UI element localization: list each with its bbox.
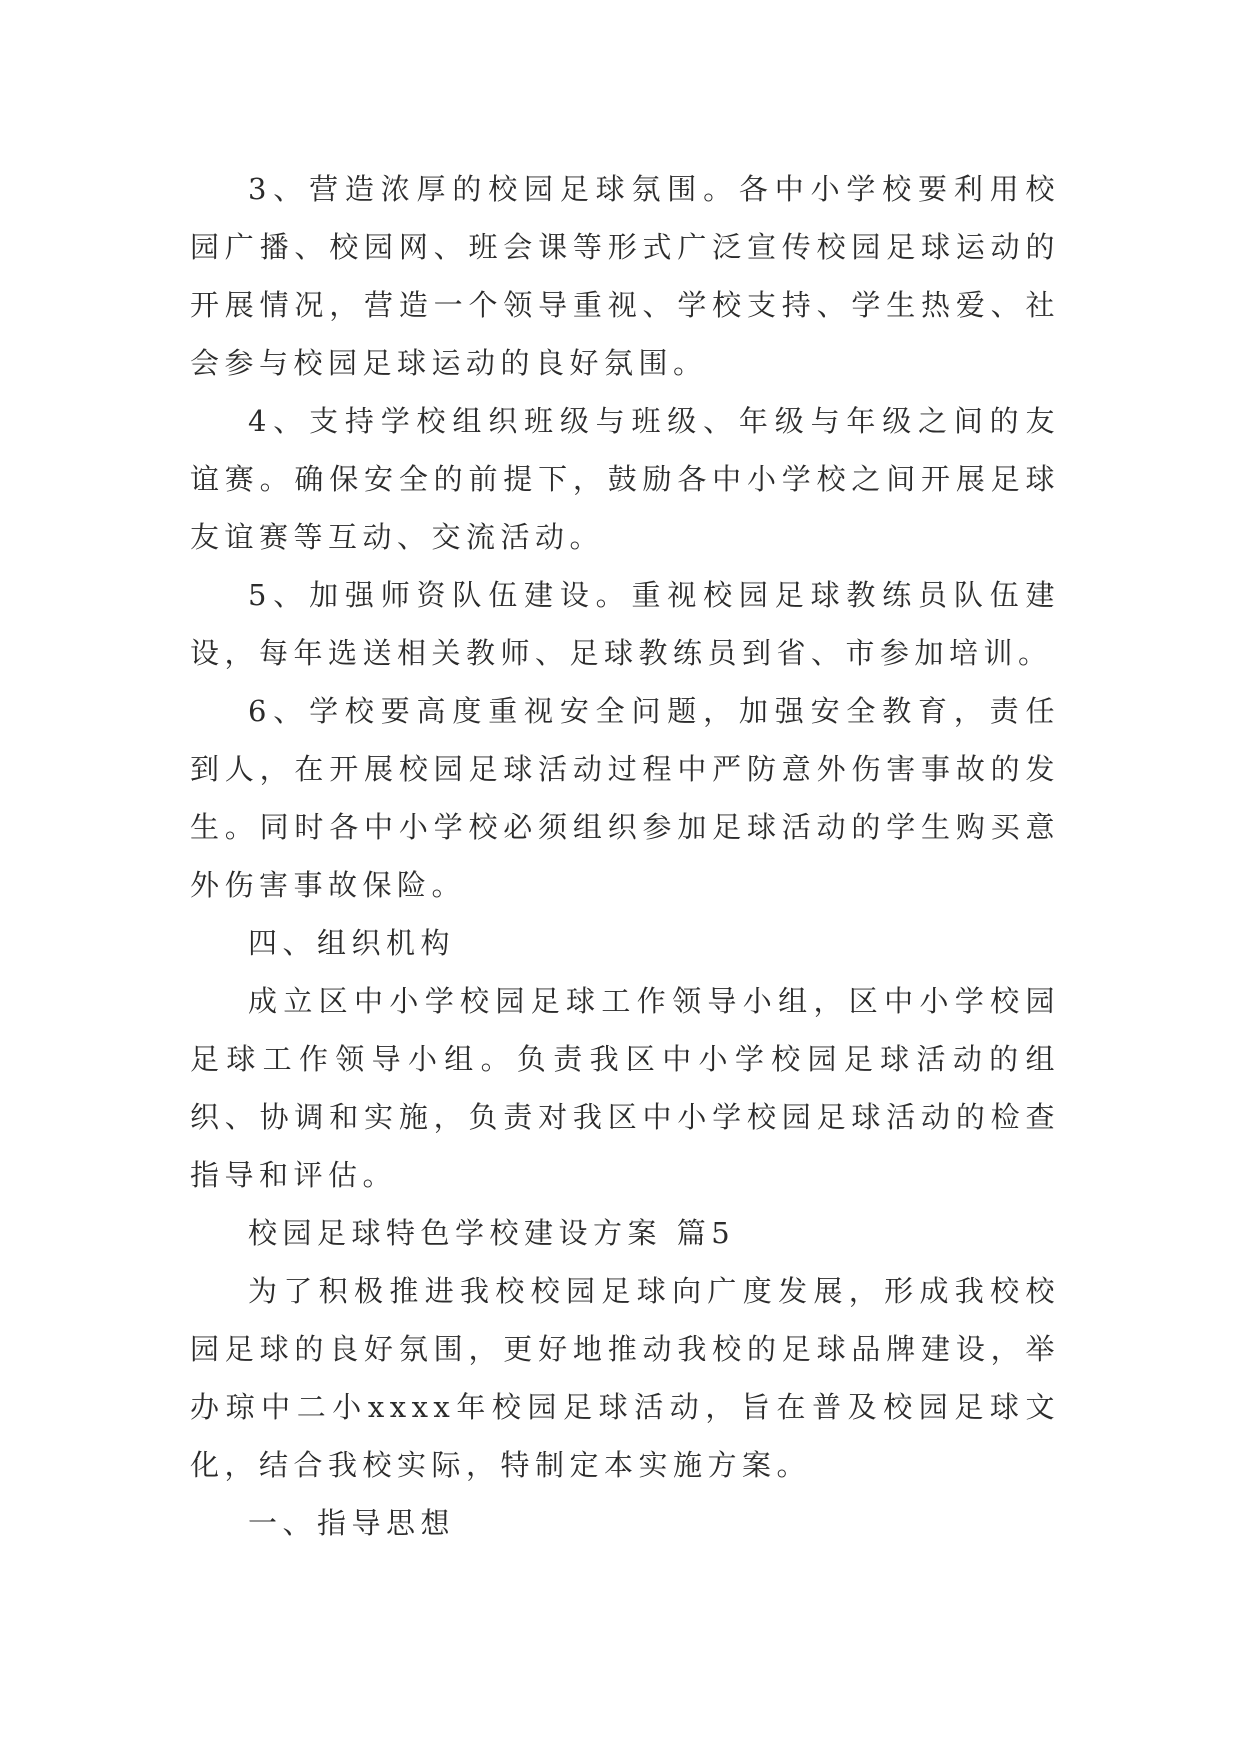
paragraph-friendly-matches: 4、支持学校组织班级与班级、年级与年级之间的友谊赛。确保安全的前提下，鼓励各中小学校之间开展足球友谊赛等互动、交流活动。 bbox=[190, 404, 1060, 554]
paragraph-introduction: 为了积极推进我校校园足球向广度发展，形成我校校园足球的良好氛围，更好地推动我校的足球品牌建设，举办琼中二小xxxx年校园足球活动，旨在普及校园足球文化，结合我校实际，特制定本实施方案。 bbox=[190, 1274, 1060, 1482]
section-heading-organization: 四、组织机构 bbox=[248, 926, 456, 960]
plan-title-part5: 校园足球特色学校建设方案 篇5 bbox=[248, 1216, 736, 1250]
paragraph-atmosphere: 3、营造浓厚的校园足球氛围。各中小学校要利用校园广播、校园网、班会课等形式广泛宣传校园足球运动的开展情况，营造一个领导重视、学校支持、学生热爱、社会参与校园足球运动的良好氛围。 bbox=[190, 172, 1060, 380]
paragraph-teacher-training: 5、加强师资队伍建设。重视校园足球教练员队伍建设，每年选送相关教师、足球教练员到省、市参加培训。 bbox=[190, 578, 1060, 670]
paragraph-leadership-group: 成立区中小学校园足球工作领导小组，区中小学校园足球工作领导小组。负责我区中小学校园足球活动的组织、协调和实施，负责对我区中小学校园足球活动的检查指导和评估。 bbox=[190, 984, 1060, 1192]
document-page bbox=[190, 160, 1060, 1552]
section-heading-guiding-ideology: 一、指导思想 bbox=[248, 1506, 456, 1540]
paragraph-safety: 6、学校要高度重视安全问题，加强安全教育，责任到人，在开展校园足球活动过程中严防意外伤害事故的发生。同时各中小学校必须组织参加足球活动的学生购买意外伤害事故保险。 bbox=[190, 694, 1060, 902]
